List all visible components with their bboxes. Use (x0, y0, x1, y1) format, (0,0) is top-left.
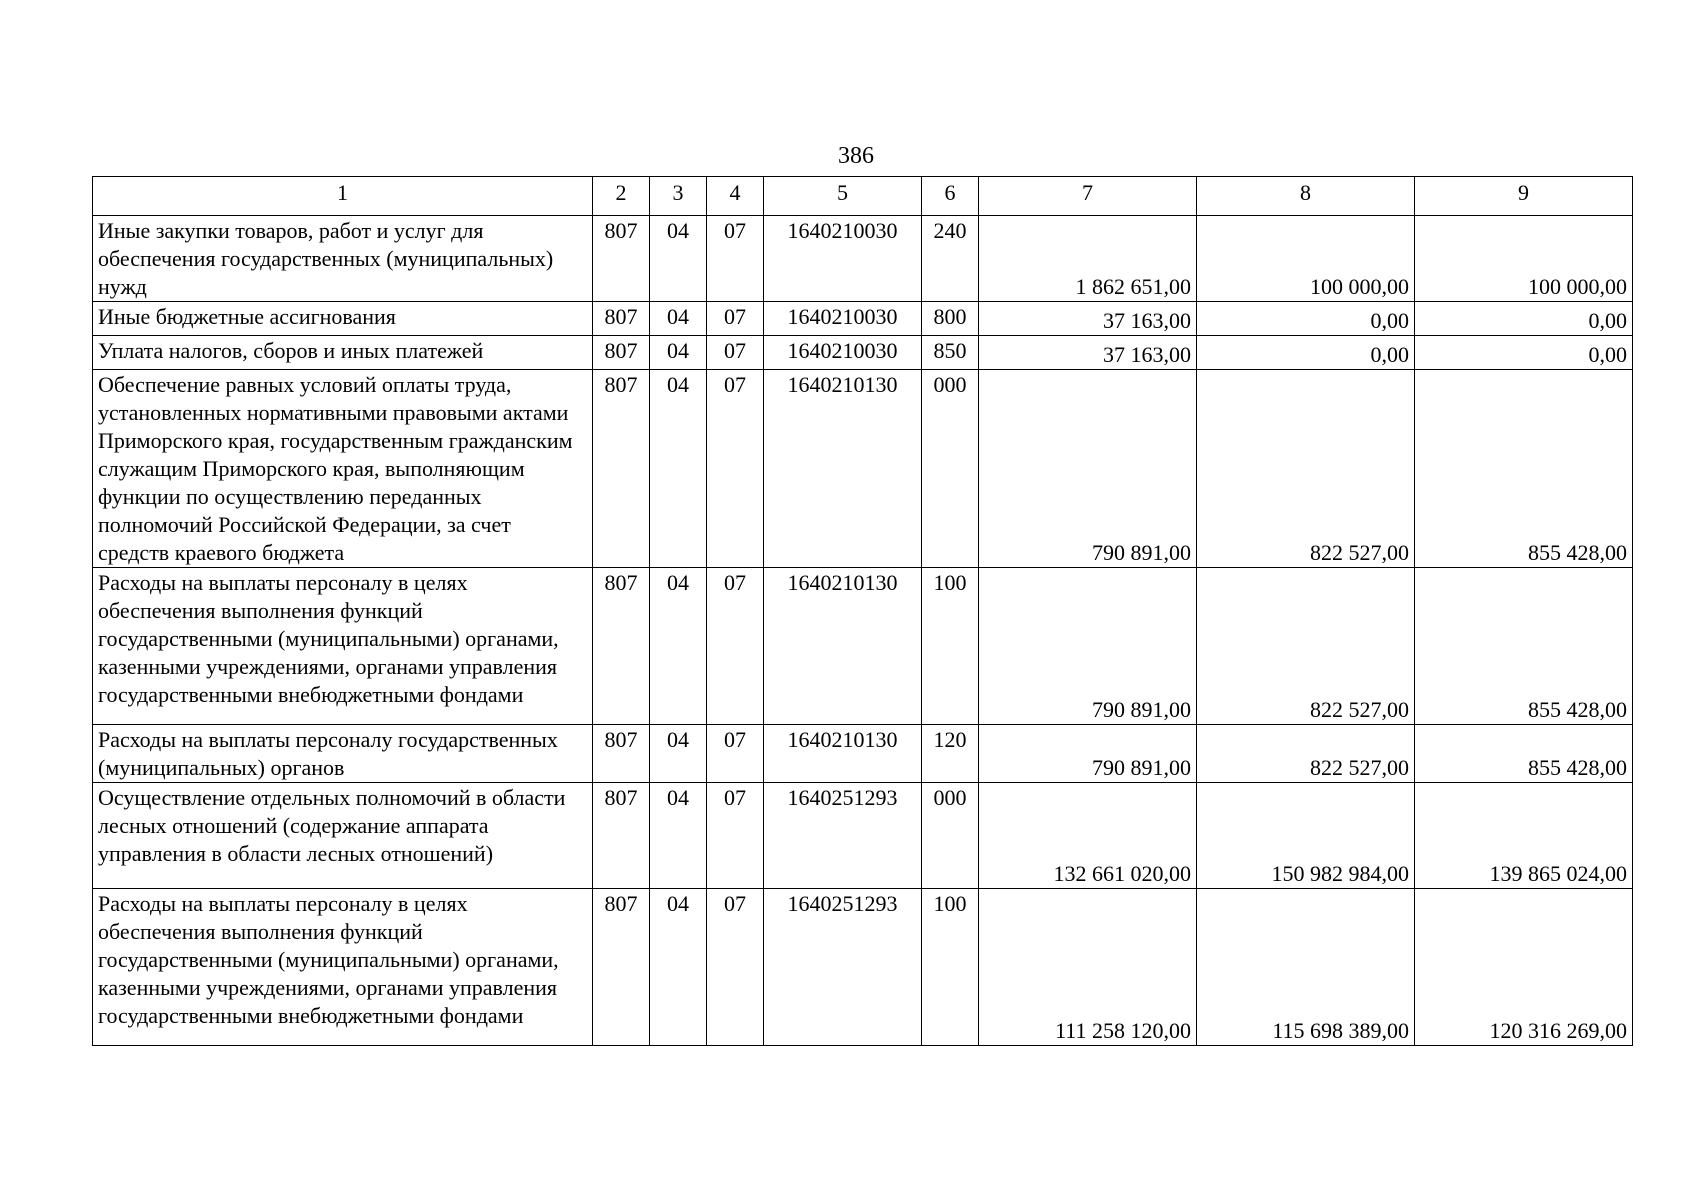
table-row (93, 568, 1633, 725)
column-number: 8 (1197, 177, 1415, 216)
column-number: 6 (922, 177, 979, 216)
header-row (93, 177, 1633, 216)
table-row (93, 216, 1633, 302)
row-description: Иные бюджетные ассигнования (93, 302, 593, 336)
row-amount-col8: 0,00 (1197, 302, 1415, 336)
row-code-expense-type: 850 (922, 336, 979, 370)
row-code-ministry: 807 (593, 370, 650, 568)
column-number: 3 (650, 177, 707, 216)
row-amount-col7: 111 258 120,00 (979, 889, 1197, 1046)
row-code-section: 04 (650, 302, 707, 336)
row-code-subsection: 07 (707, 216, 764, 302)
row-amount-col9: 100 000,00 (1415, 216, 1633, 302)
column-number: 5 (764, 177, 922, 216)
row-description: Иные закупки товаров, работ и услуг для обеспечения государственных (муниципальных) нужд (93, 216, 593, 302)
row-description: Расходы на выплаты персоналу государственных (муниципальных) органов (93, 725, 593, 783)
row-code-section: 04 (650, 725, 707, 783)
row-amount-col9: 855 428,00 (1415, 568, 1633, 725)
row-code-ministry: 807 (593, 725, 650, 783)
row-amount-col8: 0,00 (1197, 336, 1415, 370)
row-amount-col7: 132 661 020,00 (979, 783, 1197, 889)
row-amount-col7: 1 862 651,00 (979, 216, 1197, 302)
row-code-expense-type: 000 (922, 370, 979, 568)
row-code-expense-type: 100 (922, 889, 979, 1046)
row-code-subsection: 07 (707, 370, 764, 568)
row-code-ministry: 807 (593, 302, 650, 336)
budget-table (92, 176, 1633, 1046)
row-code-expense-type: 100 (922, 568, 979, 725)
row-description: Обеспечение равных условий оплаты труда, установленных нормативными правовыми актами Приморского края, государственным гражданским служащим Приморского края, выполняющим функции по осуществлению переданных полномочий Российской Федерации, за счет средств краевого бюджета (93, 370, 593, 568)
row-code-expense-type: 120 (922, 725, 979, 783)
row-code-expense-type: 800 (922, 302, 979, 336)
row-code-subsection: 07 (707, 302, 764, 336)
column-number: 4 (707, 177, 764, 216)
row-code-target: 1640210130 (764, 725, 922, 783)
row-code-section: 04 (650, 370, 707, 568)
row-code-subsection: 07 (707, 725, 764, 783)
row-code-ministry: 807 (593, 889, 650, 1046)
row-code-target: 1640210030 (764, 216, 922, 302)
row-code-target: 1640251293 (764, 783, 922, 889)
table-row (93, 889, 1633, 1046)
column-number: 1 (93, 177, 593, 216)
row-code-section: 04 (650, 216, 707, 302)
row-amount-col7: 790 891,00 (979, 370, 1197, 568)
row-code-target: 1640251293 (764, 889, 922, 1046)
column-number: 2 (593, 177, 650, 216)
row-amount-col7: 790 891,00 (979, 725, 1197, 783)
row-code-subsection: 07 (707, 889, 764, 1046)
row-code-expense-type: 240 (922, 216, 979, 302)
row-description: Расходы на выплаты персоналу в целях обеспечения выполнения функций государственными (муниципальными) органами, казенными учреждениями, органами управления государственными внебюджетными фондами (93, 568, 593, 725)
row-amount-col7: 37 163,00 (979, 336, 1197, 370)
row-code-expense-type: 000 (922, 783, 979, 889)
table-row (93, 370, 1633, 568)
row-description: Уплата налогов, сборов и иных платежей (93, 336, 593, 370)
row-amount-col7: 790 891,00 (979, 568, 1197, 725)
table-row (93, 783, 1633, 889)
row-code-ministry: 807 (593, 336, 650, 370)
row-amount-col8: 150 982 984,00 (1197, 783, 1415, 889)
row-code-ministry: 807 (593, 783, 650, 889)
row-amount-col8: 822 527,00 (1197, 725, 1415, 783)
row-amount-col9: 855 428,00 (1415, 725, 1633, 783)
table-row (93, 336, 1633, 370)
row-description: Осуществление отдельных полномочий в области лесных отношений (содержание аппарата управления в области лесных отношений) (93, 783, 593, 889)
row-code-section: 04 (650, 336, 707, 370)
row-amount-col7: 37 163,00 (979, 302, 1197, 336)
column-number: 9 (1415, 177, 1633, 216)
row-amount-col8: 822 527,00 (1197, 568, 1415, 725)
table-row (93, 725, 1633, 783)
row-code-subsection: 07 (707, 568, 764, 725)
page-number: 386 (838, 143, 874, 169)
row-code-target: 1640210130 (764, 568, 922, 725)
row-code-subsection: 07 (707, 783, 764, 889)
row-code-subsection: 07 (707, 336, 764, 370)
row-code-ministry: 807 (593, 568, 650, 725)
row-amount-col8: 115 698 389,00 (1197, 889, 1415, 1046)
row-code-ministry: 807 (593, 216, 650, 302)
row-amount-col9: 0,00 (1415, 336, 1633, 370)
row-amount-col8: 100 000,00 (1197, 216, 1415, 302)
row-code-target: 1640210130 (764, 370, 922, 568)
row-code-section: 04 (650, 568, 707, 725)
row-amount-col9: 0,00 (1415, 302, 1633, 336)
row-code-section: 04 (650, 889, 707, 1046)
row-code-target: 1640210030 (764, 302, 922, 336)
row-amount-col9: 120 316 269,00 (1415, 889, 1633, 1046)
row-amount-col9: 855 428,00 (1415, 370, 1633, 568)
column-number: 7 (979, 177, 1197, 216)
row-code-section: 04 (650, 783, 707, 889)
table-row (93, 302, 1633, 336)
row-amount-col8: 822 527,00 (1197, 370, 1415, 568)
row-description: Расходы на выплаты персоналу в целях обеспечения выполнения функций государственными (муниципальными) органами, казенными учреждениями, органами управления государственными внебюджетными фондами (93, 889, 593, 1046)
row-code-target: 1640210030 (764, 336, 922, 370)
row-amount-col9: 139 865 024,00 (1415, 783, 1633, 889)
